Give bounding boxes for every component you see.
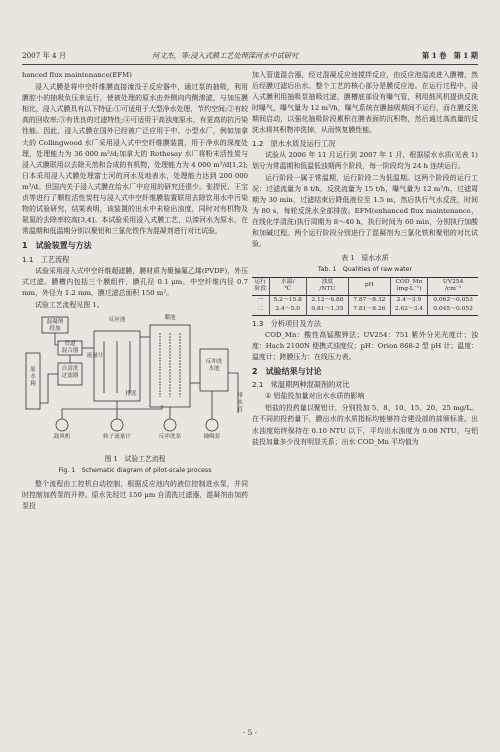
label-backwash-pump: 反冲洗泵 [158,433,182,440]
page-number: · 5 · [242,728,258,737]
table-header: 运行 阶段 [252,277,269,295]
subsection-heading: 1.3 分析项目及方法 [252,318,321,328]
table-header: 水温/ ℃ [269,277,306,295]
label-reactor: 反应池 [108,316,126,323]
paragraph: 运行阶段一属于常温期，运行阶段二为低温期。这两个阶段的运行工况：过滤流量为 8 t/h，反洗流量为 15 t/h，曝气量为 12 m³/h，过滤周期为 30 min，过滤结束后降低液位至 1.5 m，然后执行气水反洗，时间为 80 s，每轮反洗水全部排放。EFM(enhanced flux maintenance，在线化学清洗)执行周期为 8～40 h，执行时间为 60 min，分别执行加酸和加碱过程。两个运行阶段分别进行了混凝剂为三氯化铁和聚铝的对比试验。 [252,173,478,249]
label-sludge: 排泥 [125,390,137,397]
table-header: COD_Mn (mg·L⁻¹) [390,277,427,295]
table-header-row [252,277,478,295]
table-cell: 0.045～0.052 [433,306,473,313]
label-blower: 鼓风机 [53,433,71,440]
subsection-heading: 1.1 工艺流程 [22,254,70,264]
paragraph: 铝盐的投药量以聚铝计，分别投加 5、8、10、15、20、25 mg/L。在不同的投药量下，膜出水的水质指标均能够符合建设部的部颁标准。出水浊度始终保持在 0.10 NTU 以下，平均出水浊度为 0.08 NTU，与铝盐投加量多少没有明显关系；出水 COD_Mn 平均值为 [252,404,478,446]
table-cell: 7.81～8.26 [348,305,390,315]
table-cell: 0.81～1.35 [306,305,348,315]
label-membrane: 膜池 [164,314,176,321]
table-header: 浊度 /NTU [306,277,348,295]
label-rotameter: 转子流量计 [103,433,131,440]
table-header: UV254 /cm⁻¹ [428,277,478,295]
label-drain: 排 水 管 [237,392,243,413]
table-cell: 二 [252,305,269,315]
table-cell: 2.4～5.0 [269,305,306,315]
paragraph: 试验工艺流程见图 1。 [35,300,104,309]
section-heading: 1 试验装置与方法 [22,241,92,251]
label-flow-meter: 流量计 [86,352,104,359]
header-rule [22,64,478,65]
volume-number: 第 1 卷 第 1 期 [422,51,478,60]
section-heading: 2 试验结果与讨论 [252,367,322,377]
label-suction-pump: 抽吸泵 [203,433,221,440]
table-caption: 表 1 原水水质 [341,253,389,262]
label-mixer: 管道 混合器 [61,340,79,354]
paragraph: COD_Mn：酸性高锰酸钾法；UV254：751 紫外分光光度计；浊度：Hach 2100N 便携式浊度仪；pH：Orion 868-2 型 pH 计；温度：温度计；跨膜压力：在线压力表。 [252,330,478,361]
subsection-heading: 1.2 原水水质及运行工况 [252,138,336,148]
paragraph: 整个流程由工控机自动控制，根据反应池内的液位控制进水泵，并同时控制加药泵的开停。原水先经过 150 μm 自清洗过滤器，混凝剂由加药泵投 [22,480,248,511]
right-column [252,70,478,449]
table-header: pH [348,277,390,295]
left-column [22,70,248,513]
figure-caption: 图 1 试验工艺流程 [104,454,166,463]
table-cell: 2.4～3.9 [390,295,427,305]
table-row [252,295,478,305]
paragraph: 试验从 2006 年 11 月运行到 2007 年 1 月，根据原水水质(见表 1)划分为常温期和低温低浊期两个阶段，每一阶段均为 24 h 连续运行。 [252,150,478,170]
article-short-title: 何文杰，等:浸入式膜工艺处理滦河水中试研究 [152,51,299,60]
subsection-heading: 2.1 常温期两种混凝剂的对比 [252,380,350,390]
label-dosing: 混凝剂 投加 [46,318,64,332]
table-caption-en: Tab. 1 Qualities of raw water [317,265,413,273]
table-cell: 2.12～6.88 [306,295,348,305]
process-diagram [22,313,248,453]
paragraph: 浸入式膜是将中空纤维膜直接淹没于反应器中，通过泵的抽吸，利用膜腔小的抽吸负压来运行，使被处理的原水由外侧向内侧渗滤，与加压膜相比，浸入式膜具有以下特征:①可适用于大型净水处理，节约空间;②有较高的回收率;③有优良的过滤特性;④可适用于高浊度原水，有更高的抗污染性能。因此，浸入式膜在国外已经被广泛应用于中、小型水厂，例如加拿大的 Collingwood 水厂采用浸入式中空纤维膜装置，用于净水的深度处理，处理能力为 36 000 m³/d;加拿大的 Rothesay 水厂将粉末活性炭与浸入式膜联用以去除天然和合成的有机物，处理能力为 4 000 m³/d[1,2];日本采用浸入式膜处理富士河的河水及地表水，处理能力达到 200 000 m³/d。但国内关于浸入式膜在给水厂中应用的研究还很少。张捍民、王宝贞等进行了颗粒活性炭柱与浸入式中空纤维膜装置联用去除饮用水中污染物的试验研究，结果表明，该装置的出水中未检出浊度，同时对有机物及氨氮的去除率较高[3,4]。本试验采用浸入式膜工艺，以滦河水为原水，在常温期和低温期分别以聚铝和三氯化铁作为混凝剂进行对比试验。 [22,83,248,236]
table-cell: 一 [252,295,269,305]
paragraph: 加入管道混合器，经过混凝反应池搅拌反应，由反应池溢流进入膜槽，然后经膜过滤后出水。整个工艺的核心部分是膜反应池。在运行过程中，浸入式膜利用抽吸泵抽吸过滤，膜槽底部设有曝气管，利用鼓风机提供反洗时曝气，曝气量为 12 m³/h，曝气系统在膜抽吸期间不运行，而在膜反洗期间启动，以强化抽吸阶段累积在膜表面的沉积物，然后通过高流量的反洗水将其积物冲洗掉，从而恢复膜性能。 [252,71,478,135]
label-backwash-tank: 反冲洗 水池 [205,358,223,372]
table-cell: 7.87～8.32 [348,295,390,305]
raw-water-quality-table [252,277,478,316]
paragraph: hanced flux maintenance(EFM) [22,71,132,79]
label-raw-tank: 原 水 箱 [30,366,36,387]
table-cell: 0.062～0.053 [433,296,473,303]
figure-caption-en: Fig. 1 Schematic diagram of pilot-scale process [58,467,212,475]
table-cell: 5.2～15.8 [269,295,306,305]
running-header [22,50,478,62]
paragraph: 试验采用浸入式中空纤维超滤膜，膜材质为聚偏氟乙烯(PVDF)，外压式过滤。膜槽内包括三个膜组件，膜孔径 0.1 μm，中空纤维内径 0.7 mm，外径为 1.2 mm，膜过滤总面积 150 m²。 [22,266,248,297]
label-filter: 自清洗 过滤器 [61,365,79,379]
process-flow-figure [22,313,248,453]
subsubsection-heading: ① 铝盐投加量对出水水质的影响 [265,392,365,401]
table-row [252,305,478,315]
table-cell: 2.62～3.4 [390,305,427,315]
issue-date: 2007 年 4 月 [22,51,67,60]
